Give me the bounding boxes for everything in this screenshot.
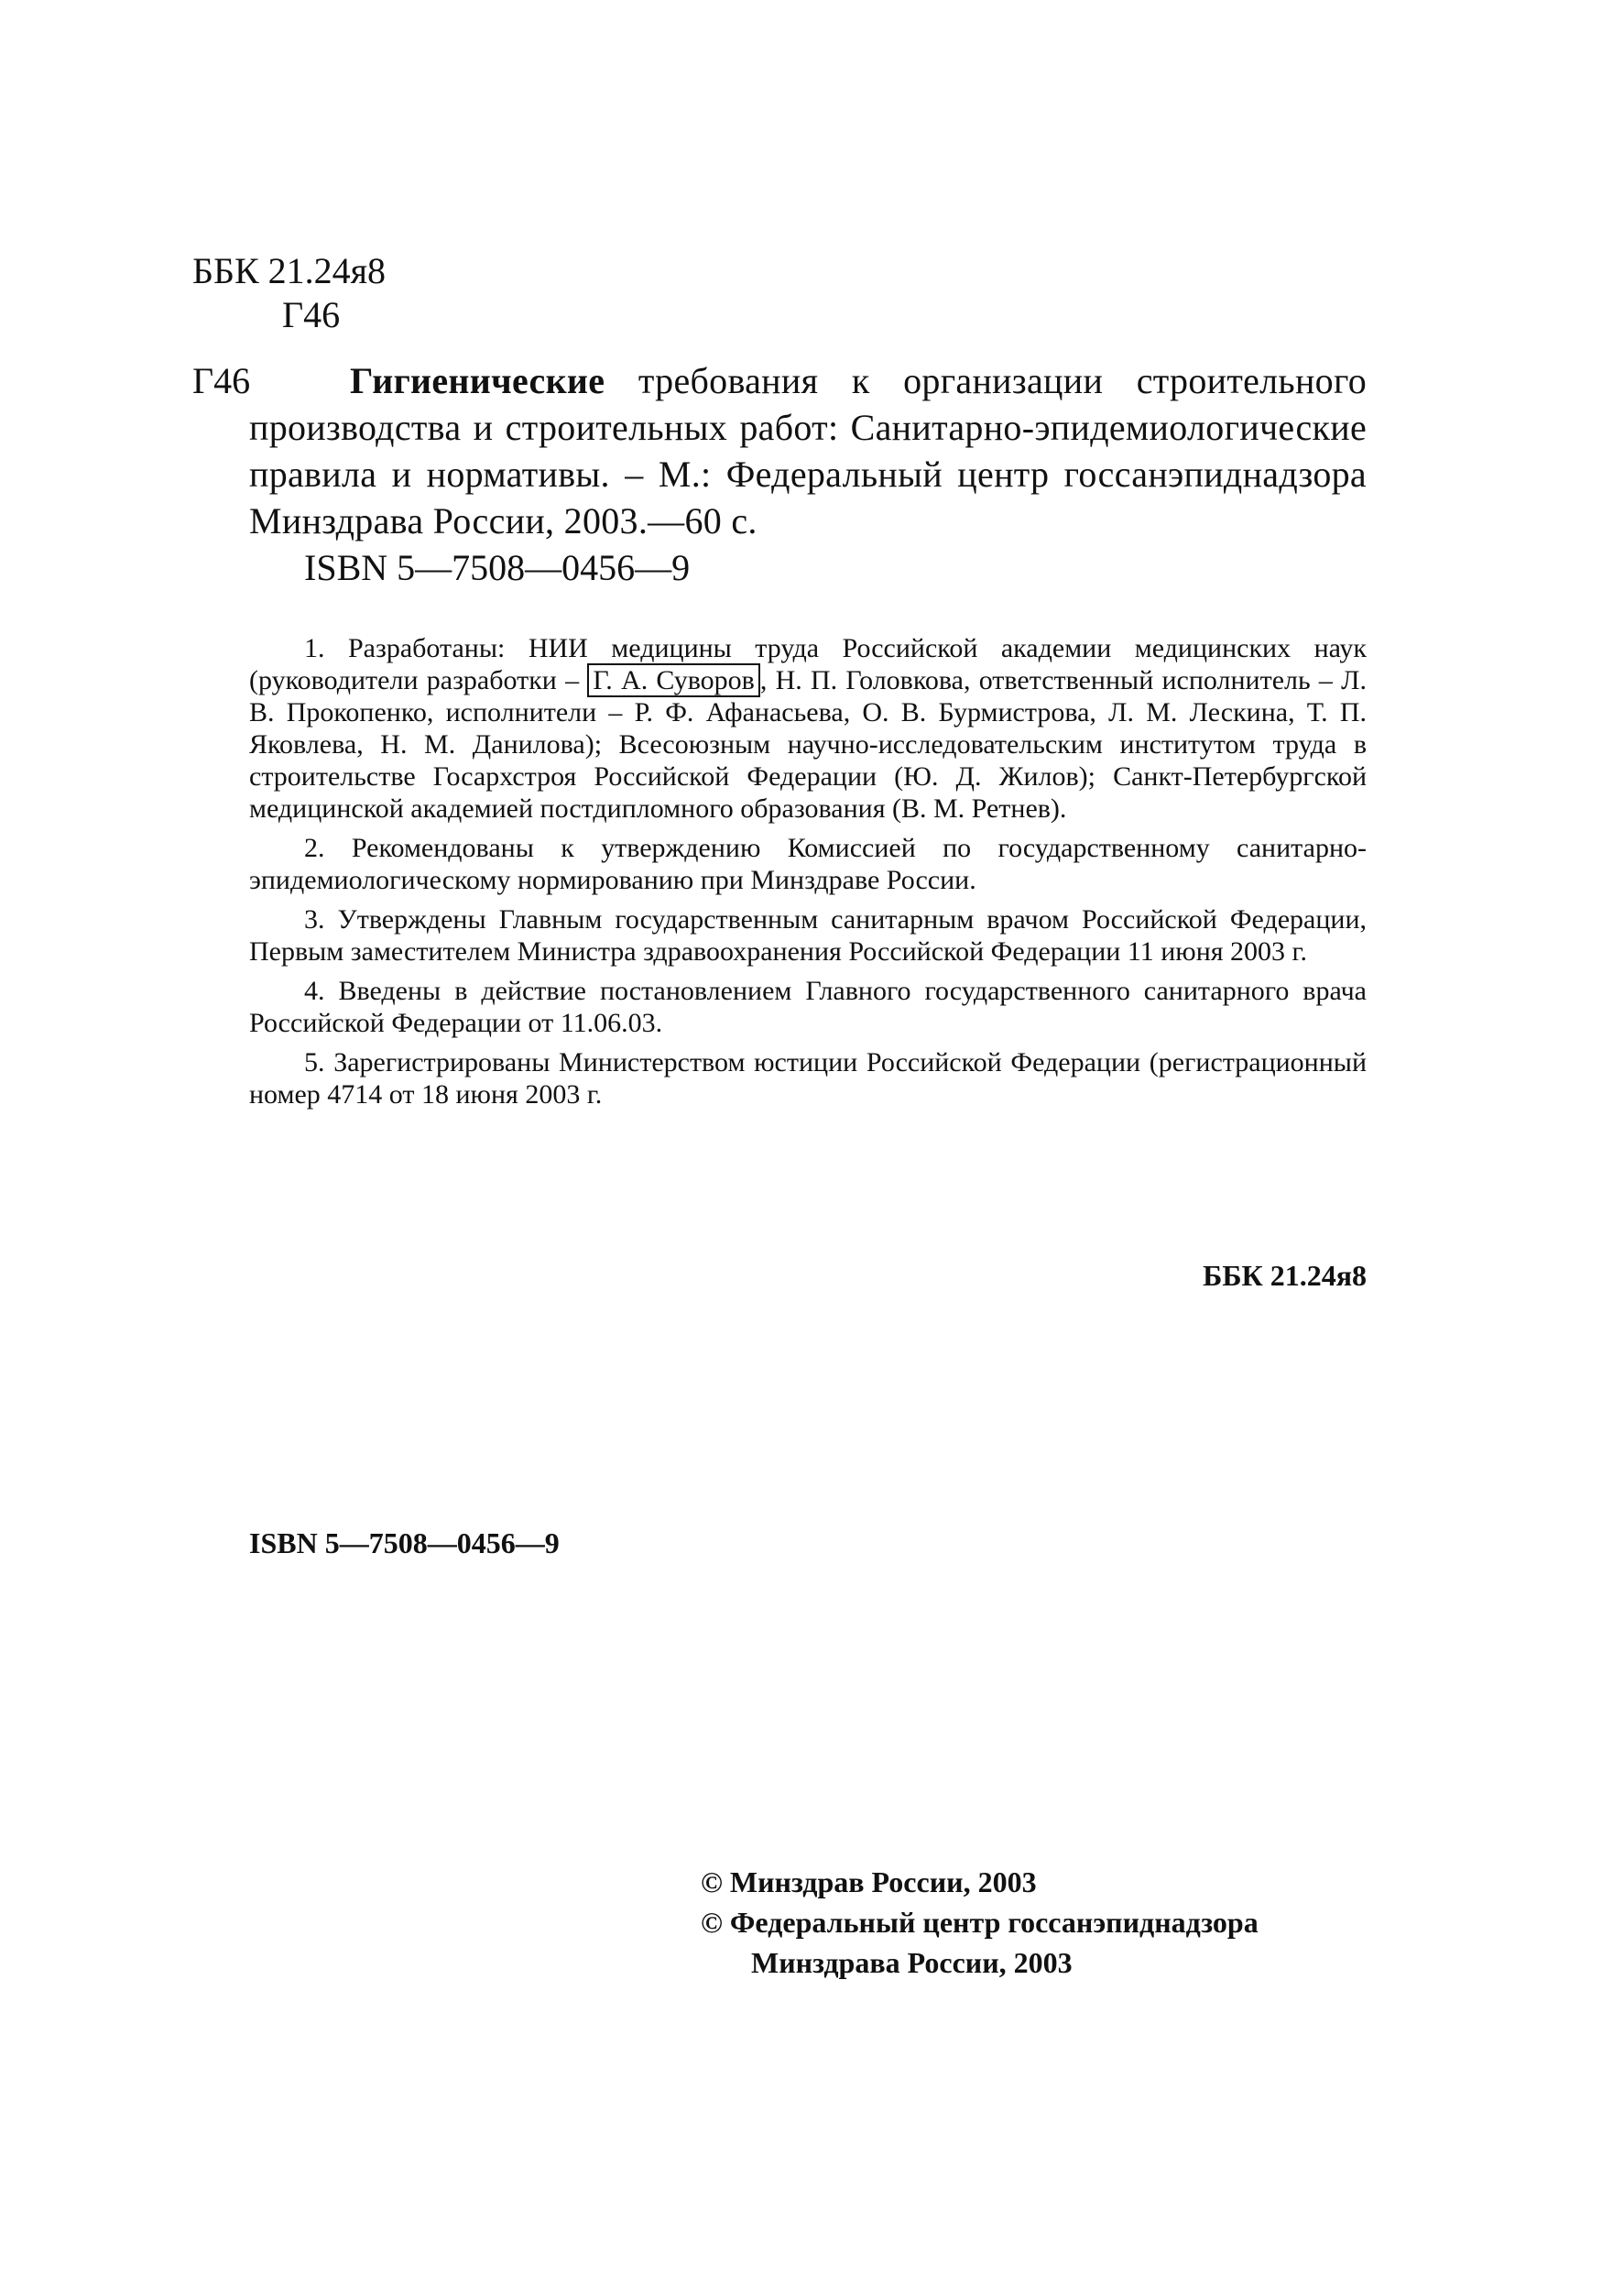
copyright-block — [701, 1862, 1259, 1983]
bibliographic-entry — [192, 357, 1367, 544]
boxed-author-name: Г. А. Суворов — [587, 663, 760, 697]
note-developed — [249, 632, 1367, 825]
note-recommended: 2. Рекомендованы к утверждению Комиссией по государственному санитарно-эпидемиологическому нормированию при Минздраве России. — [249, 833, 1367, 895]
notes-section — [249, 632, 1367, 1118]
copyright-line-1: © Минздрав России, 2003 — [701, 1865, 1037, 1898]
bbk-index-bottom: ББК 21.24я8 — [1203, 1259, 1367, 1292]
isbn-bottom: ISBN 5—7508—0456—9 — [249, 1526, 560, 1559]
isbn: ISBN 5—7508—0456—9 — [304, 547, 691, 588]
entry-description: требования к организации строительного производства и строительных работ: Санитарно-эпидемиологические правила и нормативы. – М.: Федеральный центр госсанэпиднадзора Минздрава России, 2003.—60 с. — [249, 360, 1367, 541]
note1-after: , Н. П. Головкова, ответственный исполнитель – Л. В. Прокопенко, исполнители – Р. Ф. Афанасьева, О. В. Бурмистрова, Л. М. Лескина, Т. П. Яковлева, Н. М. Данилова); Всесоюзным научно-исследовательским институтом труда в строительстве Госархстроя Российской Федерации (Ю. Д. Жилов); Санкт-Петербургской медицинской академией постдипломного образования (В. М. Ретнев). — [249, 665, 1368, 824]
note-approved: 3. Утверждены Главным государственным санитарным врачом Российской Федерации, Первым заместителем Министра здравоохранения Российской Федерации 11 июня 2003 г. — [249, 904, 1367, 967]
entry-author-mark: Г46 — [192, 360, 251, 401]
bbk-index: ББК 21.24я8 — [192, 250, 387, 291]
note1-before: 1. Разработаны: НИИ медицины труда Российской академии медицинских наук (руководители разработки – — [249, 633, 1367, 695]
entry-title: Гигиенические — [350, 360, 605, 401]
copyright-line-3: Минздрава России, 2003 — [751, 1946, 1073, 1979]
entry-text — [249, 357, 1367, 544]
copyright-line-2: © Федеральный центр госсанэпиднадзора — [701, 1906, 1259, 1939]
note-enacted: 4. Введены в действие постановлением Главного государственного санитарного врача Российской Федерации от 11.06.03. — [249, 976, 1367, 1038]
note-registered: 5. Зарегистрированы Министерством юстиции Российской Федерации (регистрационный номер 4714 от 18 июня 2003 г. — [249, 1047, 1367, 1110]
author-mark: Г46 — [282, 294, 341, 335]
